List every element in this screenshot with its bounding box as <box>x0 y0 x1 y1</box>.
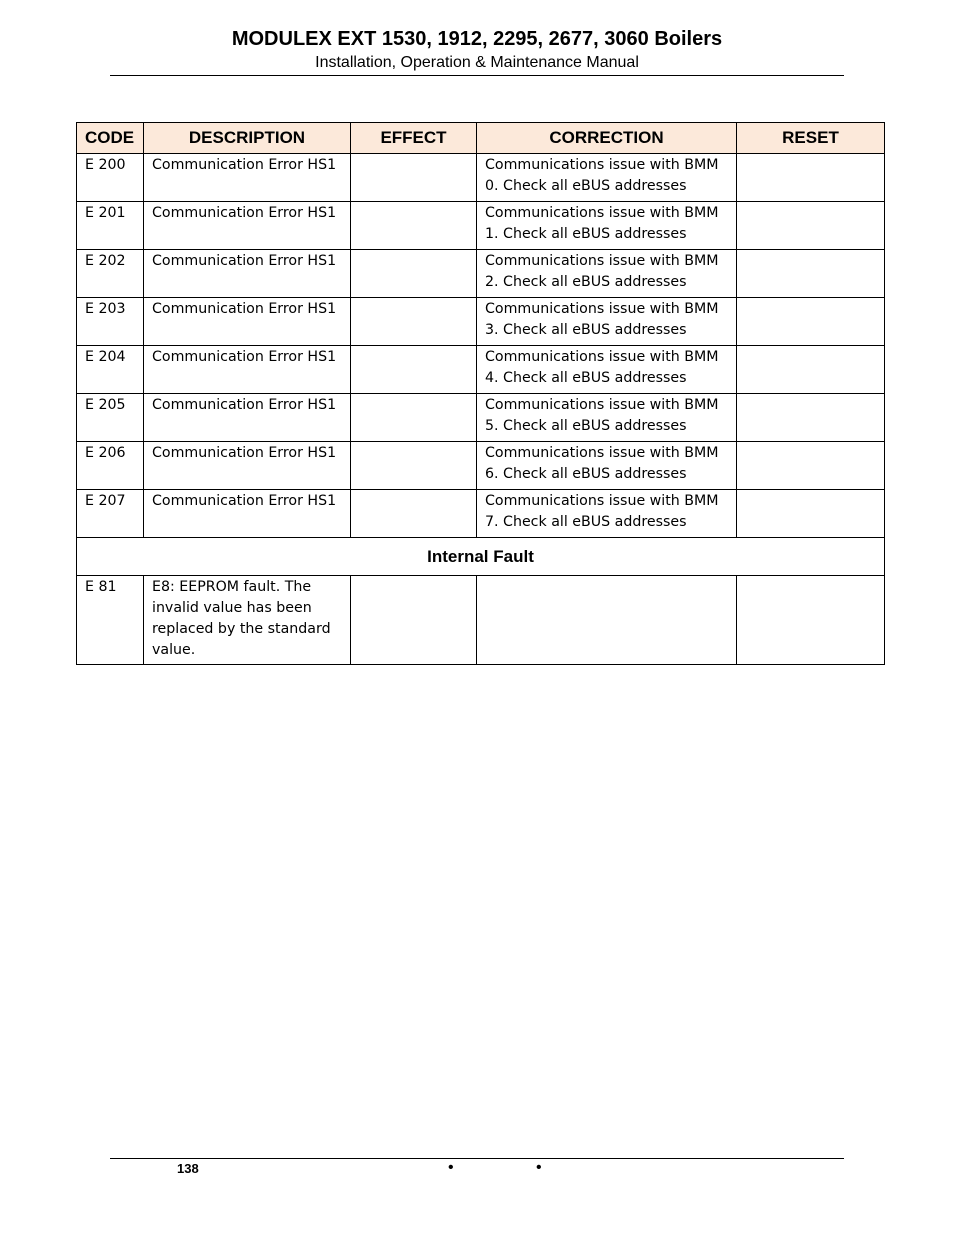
cell-description: Communication Error HS1 <box>144 442 351 490</box>
table-row <box>77 442 885 490</box>
cell-correction: Communications issue with BMM 0. Check all eBUS addresses <box>477 154 737 202</box>
error-code-table <box>76 122 885 665</box>
cell-reset <box>737 490 885 538</box>
table-row <box>77 202 885 250</box>
page-number: 138 <box>177 1161 199 1176</box>
cell-effect <box>351 346 477 394</box>
section-header-row <box>77 538 885 576</box>
document-subtitle: Installation, Operation & Maintenance Manual <box>315 54 639 71</box>
cell-correction: Communications issue with BMM 7. Check all eBUS addresses <box>477 490 737 538</box>
cell-effect <box>351 442 477 490</box>
cell-description: Communication Error HS1 <box>144 154 351 202</box>
footer-bullet: • <box>536 1159 542 1176</box>
cell-correction: Communications issue with BMM 5. Check all eBUS addresses <box>477 394 737 442</box>
table-row <box>77 490 885 538</box>
cell-code: E 203 <box>77 298 144 346</box>
cell-code: E 204 <box>77 346 144 394</box>
cell-description: Communication Error HS1 <box>144 346 351 394</box>
footer-bullet: • <box>448 1159 454 1176</box>
cell-code: E 201 <box>77 202 144 250</box>
cell-effect <box>351 490 477 538</box>
cell-effect <box>351 154 477 202</box>
table-row <box>77 298 885 346</box>
cell-reset <box>737 576 885 665</box>
cell-reset <box>737 442 885 490</box>
cell-effect <box>351 394 477 442</box>
section-title-internal-fault: Internal Fault <box>77 538 885 576</box>
cell-correction <box>477 576 737 665</box>
cell-effect <box>351 298 477 346</box>
table-row <box>77 576 885 665</box>
cell-code: E 200 <box>77 154 144 202</box>
cell-correction: Communications issue with BMM 3. Check all eBUS addresses <box>477 298 737 346</box>
column-header-effect: EFFECT <box>351 123 477 154</box>
cell-description: Communication Error HS1 <box>144 202 351 250</box>
cell-code: E 81 <box>77 576 144 665</box>
cell-code: E 202 <box>77 250 144 298</box>
cell-correction: Communications issue with BMM 6. Check all eBUS addresses <box>477 442 737 490</box>
cell-reset <box>737 346 885 394</box>
table-row <box>77 250 885 298</box>
cell-reset <box>737 202 885 250</box>
cell-reset <box>737 298 885 346</box>
cell-description: Communication Error HS1 <box>144 298 351 346</box>
column-header-reset: RESET <box>737 123 885 154</box>
cell-reset <box>737 154 885 202</box>
column-header-description: DESCRIPTION <box>144 123 351 154</box>
cell-description: Communication Error HS1 <box>144 394 351 442</box>
cell-correction: Communications issue with BMM 2. Check all eBUS addresses <box>477 250 737 298</box>
cell-code: E 207 <box>77 490 144 538</box>
column-header-correction: CORRECTION <box>477 123 737 154</box>
cell-correction: Communications issue with BMM 1. Check all eBUS addresses <box>477 202 737 250</box>
cell-reset <box>737 250 885 298</box>
header-divider <box>110 75 844 76</box>
cell-description: Communication Error HS1 <box>144 490 351 538</box>
table-row <box>77 154 885 202</box>
footer-divider <box>110 1158 844 1159</box>
cell-effect <box>351 250 477 298</box>
cell-effect <box>351 202 477 250</box>
table-header-row <box>77 123 885 154</box>
cell-correction: Communications issue with BMM 4. Check all eBUS addresses <box>477 346 737 394</box>
cell-reset <box>737 394 885 442</box>
cell-effect <box>351 576 477 665</box>
cell-code: E 205 <box>77 394 144 442</box>
cell-code: E 206 <box>77 442 144 490</box>
table-row <box>77 394 885 442</box>
cell-description: Communication Error HS1 <box>144 250 351 298</box>
cell-description: E8: EEPROM fault. The invalid value has been replaced by the standard value. <box>144 576 351 665</box>
table-row <box>77 346 885 394</box>
document-title: MODULEX EXT 1530, 1912, 2295, 2677, 3060 Boilers <box>231 28 723 50</box>
column-header-code: CODE <box>77 123 144 154</box>
